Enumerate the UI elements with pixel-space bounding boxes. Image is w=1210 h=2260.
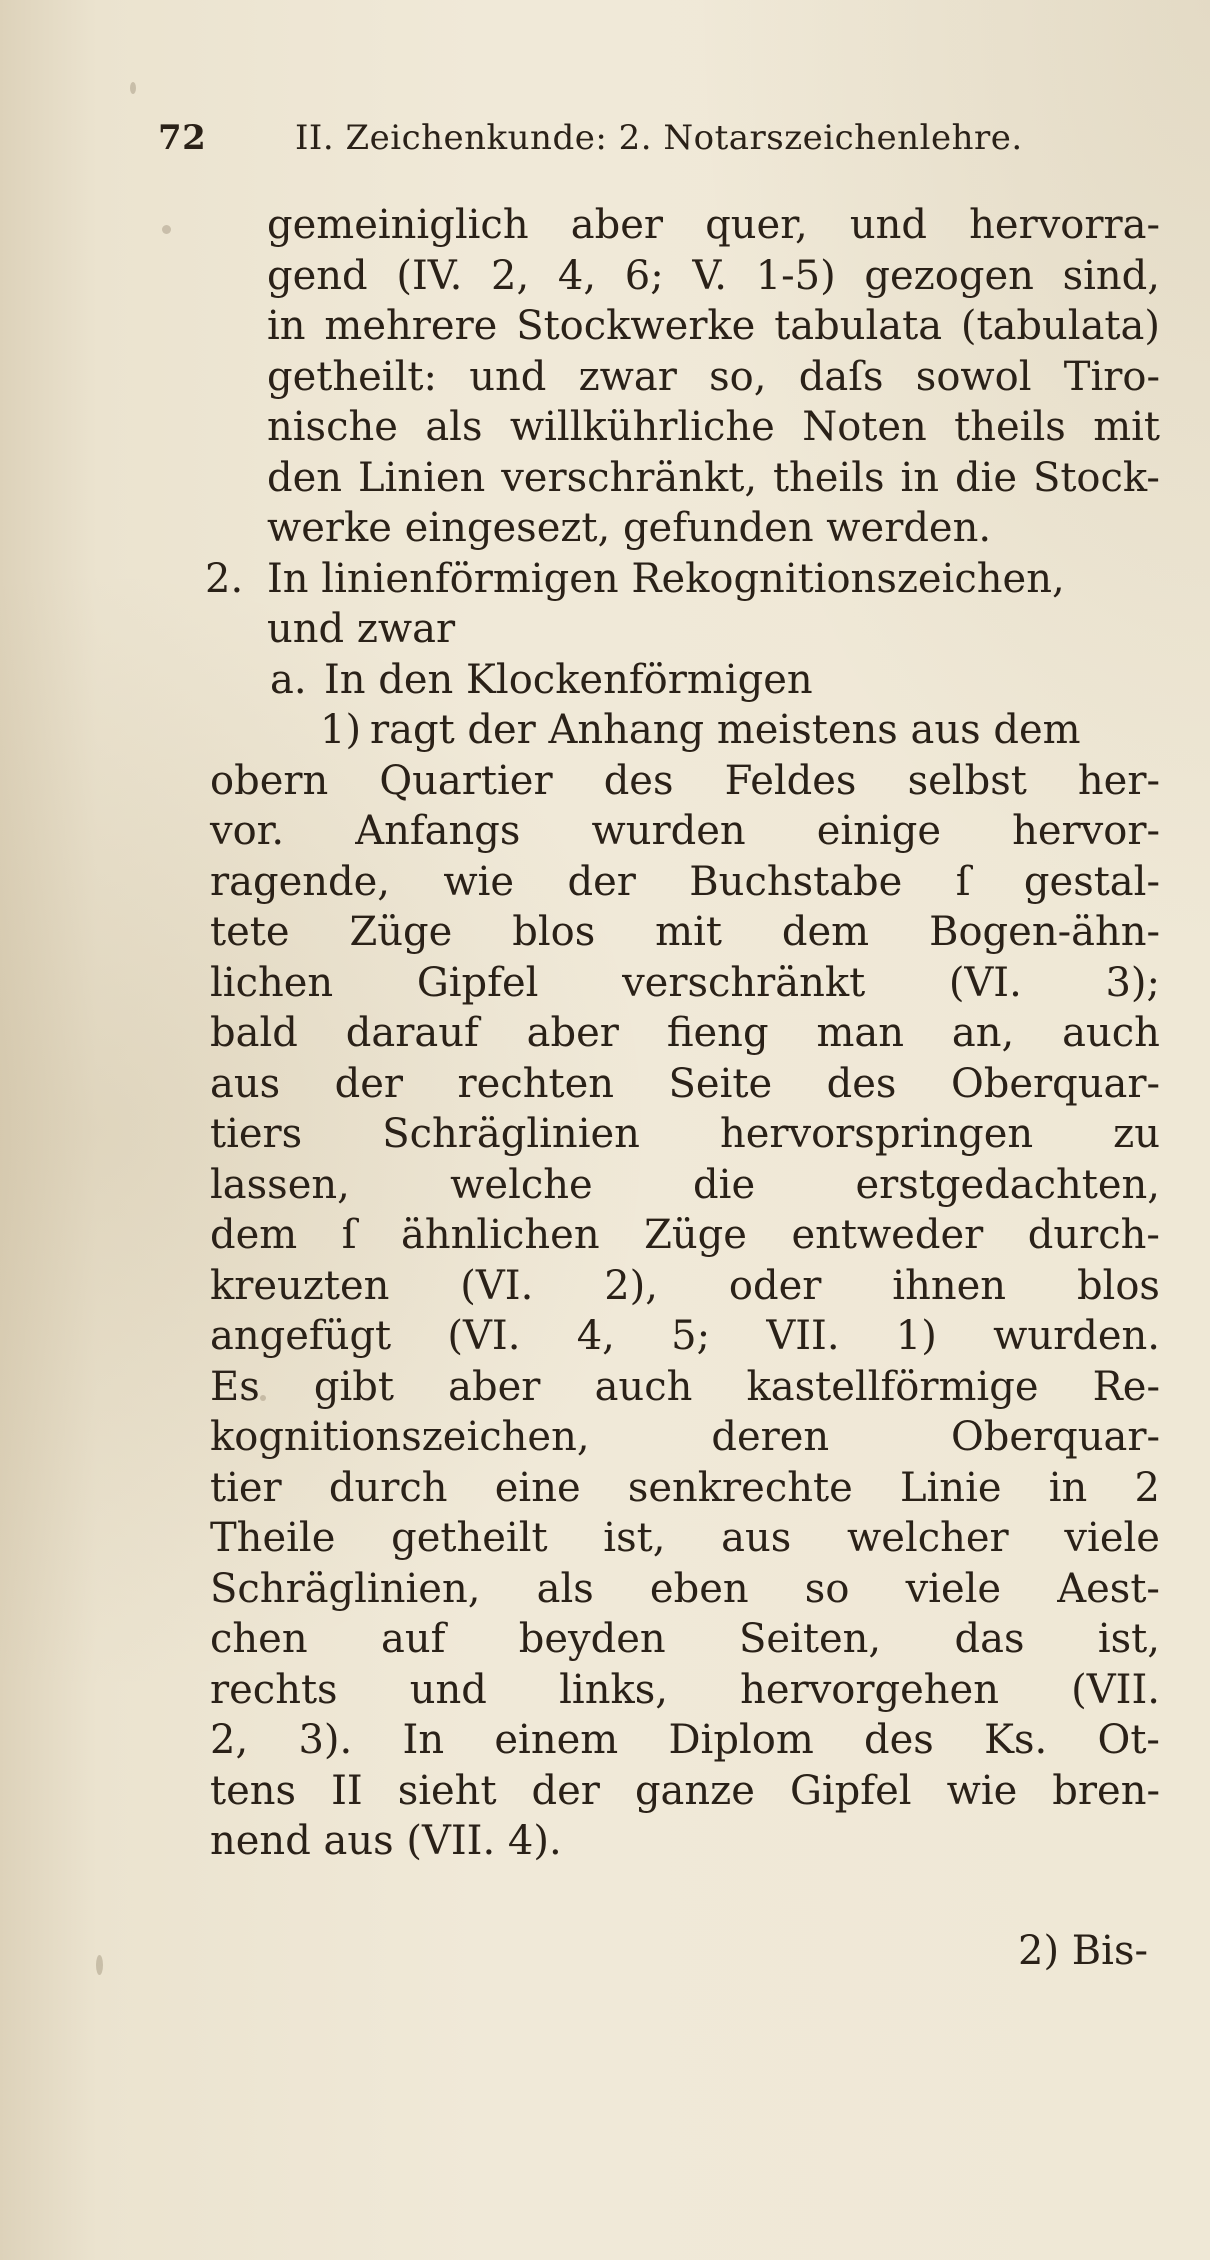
text-line: In linienförmigen Rekognitionszeichen, (267, 555, 1065, 602)
text-line: angefügt (VI. 4, 5; VII. 1) wurden. (210, 1313, 1160, 1359)
text-line: werke eingesezt, gefunden werden. (267, 505, 992, 551)
paper-spot (130, 82, 136, 94)
text-line: lassen, welche die erstgedachten, (210, 1161, 1160, 1208)
text-line: bald darauf aber fieng man an, auch (210, 1010, 1160, 1056)
text-line: und zwar (267, 606, 456, 652)
paper-spot (96, 1955, 103, 1975)
text-line: rechts und links, hervorgehen (VII. (210, 1666, 1160, 1713)
list-label: 1) (320, 707, 362, 753)
list-item-a (150, 655, 1160, 706)
text-line: Es gibt aber auch kastellförmige Re- (210, 1363, 1160, 1410)
list-item-1 (150, 705, 1160, 756)
text-line: In den Klockenförmigen (324, 656, 813, 703)
text-line: nend aus (VII. 4). (210, 1818, 562, 1864)
text-line: obern Quartier des Feldes selbst her- (210, 757, 1160, 804)
text-line: tete Züge blos mit dem Bogen-ähn- (210, 909, 1160, 955)
text-line: dem ſ ähnlichen Züge entweder durch- (210, 1212, 1160, 1258)
body-text (150, 200, 1160, 1867)
text-line: ragt der Anhang meistens aus dem (370, 707, 1081, 753)
list-item-2 (150, 554, 1160, 605)
catchword: 2) Bis- (1018, 1928, 1148, 1974)
text-line: ragende, wie der Buchstabe ſ gestal- (210, 858, 1160, 905)
text-line: tiers Schräglinien hervorspringen zu (210, 1111, 1160, 1157)
text-line: lichen Gipfel verschränkt (VI. 3); (210, 959, 1160, 1006)
text-line: gend (IV. 2, 4, 6; V. 1-5) gezogen sind, (267, 252, 1160, 299)
page-header (150, 118, 1050, 166)
text-line: tens II sieht der ganze Gipfel wie bren- (210, 1767, 1160, 1814)
list-label: a. (270, 656, 307, 703)
text-line: gemeiniglich aber quer, und hervorra- (267, 202, 1160, 248)
text-line: chen auf beyden Seiten, das ist, (210, 1616, 1160, 1662)
text-line: kognitionszeichen, deren Oberquar- (210, 1414, 1160, 1460)
text-line: kreuzten (VI. 2), oder ihnen blos (210, 1262, 1160, 1309)
running-head: II. Zeichenkunde: 2. Notarszeichenlehre. (295, 118, 1023, 158)
page-number: 72 (158, 118, 207, 158)
text-line: 2, 3). In einem Diplom des Ks. Ot- (210, 1717, 1160, 1763)
text-line: vor. Anfangs wurden einige hervor- (210, 808, 1160, 854)
text-line: den Linien verschränkt, theils in die Stock- (267, 454, 1160, 501)
text-line: Theile getheilt ist, aus welcher viele (210, 1515, 1160, 1561)
list-label: 2. (205, 555, 244, 602)
text-line: getheilt: und zwar so, daſs sowol Tiro- (267, 353, 1160, 400)
text-line: tier durch eine senkrechte Linie in 2 (210, 1464, 1160, 1511)
text-line: aus der rechten Seite des Oberquar- (210, 1060, 1160, 1107)
text-line: Schräglinien, als eben so viele Aest- (210, 1565, 1160, 1612)
text-line: nische als willkührliche Noten theils mit (267, 404, 1160, 450)
text-line: in mehrere Stockwerke tabulata (tabulata) (267, 303, 1160, 349)
